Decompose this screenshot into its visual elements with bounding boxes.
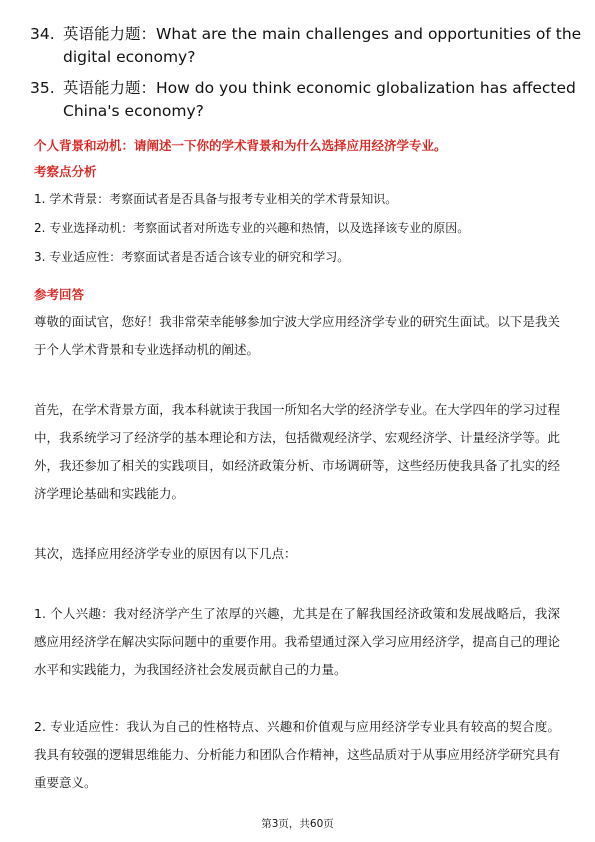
question-text: 英语能力题：What are the main challenges and opportunities of the digital economy? (63, 25, 582, 66)
section-title: 个人背景和动机：请阐述一下你的学术背景和为什么选择应用经济学专业。 (34, 138, 447, 153)
answer-paragraph: 2. 专业适应性：我认为自己的性格特点、兴趣和价值观与应用经济学专业具有较高的契合度。我具有较强的逻辑思维能力、分析能力和团队合作精神，这些品质对于从事应用经济学研究具有重要意义。 (34, 719, 560, 790)
page-footer: 第3页，共60页 (261, 818, 334, 830)
answer-heading: 参考回答 (34, 287, 85, 302)
answer-paragraph: 其次，选择应用经济学专业的原因有以下几点： (34, 546, 297, 561)
answer-paragraph: 尊敬的面试官，您好！我非常荣幸能够参加宁波大学应用经济学专业的研究生面试。以下是我关于个人学术背景和专业选择动机的阐述。 (34, 314, 560, 357)
analysis-item: 2. 专业选择动机：考察面试者对所选专业的兴趣和热情，以及选择该专业的原因。 (34, 221, 470, 235)
answer-paragraph: 1. 个人兴趣：我对经济学产生了浓厚的兴趣，尤其是在了解我国经济政策和发展战略后，我深感应用经济学在解决实际问题中的重要作用。我希望通过深入学习应用经济学，提高自己的理论水平和实践能力，为我国经济社会发展贡献自己的力量。 (34, 606, 560, 677)
analysis-item: 1. 学术背景：考察面试者是否具备与报考专业相关的学术背景知识。 (34, 192, 398, 206)
analysis-heading: 考察点分析 (34, 164, 97, 179)
question-number: 35. (30, 79, 55, 97)
analysis-item: 3. 专业适应性：考察面试者是否适合该专业的研究和学习。 (34, 250, 350, 264)
question-number: 34. (30, 25, 55, 43)
answer-paragraph: 首先，在学术背景方面，我本科就读于我国一所知名大学的经济学专业。在大学四年的学习过程中，我系统学习了经济学的基本理论和方法，包括微观经济学、宏观经济学、计量经济学等。此外，我还参加了相关的实践项目，如经济政策分析、市场调研等，这些经历使我具备了扎实的经济学理论基础和实践能力。 (34, 402, 560, 501)
question-text: 英语能力题：How do you think economic globalization has affected China's economy? (63, 79, 576, 120)
